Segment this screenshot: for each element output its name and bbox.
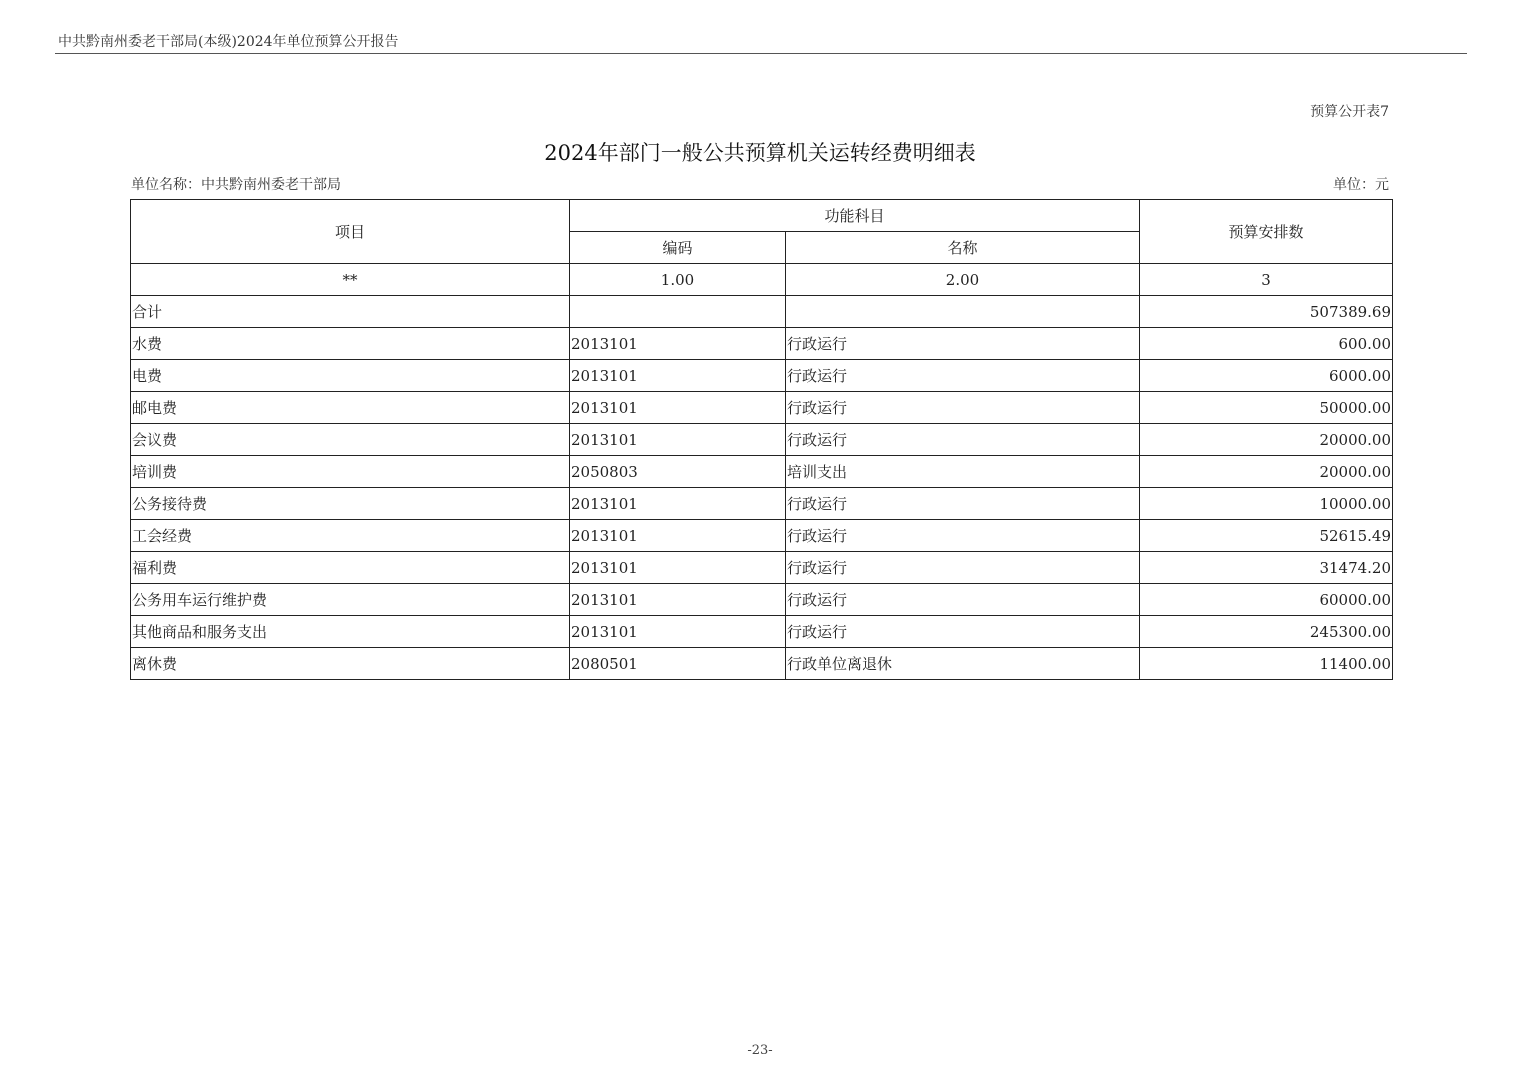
code-cell: 2013101 [570, 360, 786, 392]
table-row [131, 360, 1393, 392]
header-name: 名称 [786, 232, 1140, 264]
name-cell: 行政运行 [786, 424, 1140, 456]
header-code: 编码 [570, 232, 786, 264]
code-cell: 2013101 [570, 488, 786, 520]
item-cell: 离休费 [131, 648, 570, 680]
amount-cell: 52615.49 [1140, 520, 1393, 552]
page-number: -23- [747, 1043, 773, 1058]
currency-unit: 单位：元 [1333, 177, 1389, 193]
table-row [131, 648, 1393, 680]
amount-cell: 31474.20 [1140, 552, 1393, 584]
name-cell: 行政运行 [786, 616, 1140, 648]
header-budget: 预算安排数 [1140, 200, 1393, 264]
item-cell: 培训费 [131, 456, 570, 488]
item-cell: 合计 [131, 296, 570, 328]
code-cell: 2013101 [570, 552, 786, 584]
code-cell: 2013101 [570, 584, 786, 616]
running-header: 中共黔南州委老干部局(本级)2024年单位预算公开报告 [58, 34, 399, 50]
amount-cell: 60000.00 [1140, 584, 1393, 616]
name-cell [786, 296, 1140, 328]
item-cell: 公务接待费 [131, 488, 570, 520]
item-cell: 水费 [131, 328, 570, 360]
table-row [131, 552, 1393, 584]
amount-cell: 6000.00 [1140, 360, 1393, 392]
index-cell: 2.00 [786, 264, 1140, 296]
code-cell: 2013101 [570, 392, 786, 424]
name-cell: 行政运行 [786, 488, 1140, 520]
page-title: 2024年部门一般公共预算机关运转经费明细表 [544, 141, 976, 165]
code-cell: 2013101 [570, 328, 786, 360]
item-cell: 工会经费 [131, 520, 570, 552]
name-cell: 行政运行 [786, 584, 1140, 616]
table-row [131, 584, 1393, 616]
code-cell: 2080501 [570, 648, 786, 680]
table-row [131, 392, 1393, 424]
code-cell: 2013101 [570, 616, 786, 648]
name-cell: 行政运行 [786, 328, 1140, 360]
header-divider [55, 53, 1467, 54]
item-cell: 会议费 [131, 424, 570, 456]
table-row [131, 456, 1393, 488]
amount-cell: 20000.00 [1140, 424, 1393, 456]
amount-cell: 507389.69 [1140, 296, 1393, 328]
code-cell [570, 296, 786, 328]
amount-cell: 11400.00 [1140, 648, 1393, 680]
item-cell: 邮电费 [131, 392, 570, 424]
name-cell: 行政运行 [786, 520, 1140, 552]
header-function-subject: 功能科目 [570, 200, 1140, 232]
amount-cell: 600.00 [1140, 328, 1393, 360]
unit-name: 单位名称：中共黔南州委老干部局 [131, 177, 341, 193]
code-cell: 2013101 [570, 424, 786, 456]
index-cell: ** [131, 264, 570, 296]
name-cell: 培训支出 [786, 456, 1140, 488]
name-cell: 行政运行 [786, 360, 1140, 392]
index-row [131, 264, 1393, 296]
amount-cell: 245300.00 [1140, 616, 1393, 648]
item-cell: 公务用车运行维护费 [131, 584, 570, 616]
amount-cell: 50000.00 [1140, 392, 1393, 424]
item-cell: 福利费 [131, 552, 570, 584]
amount-cell: 20000.00 [1140, 456, 1393, 488]
item-cell: 其他商品和服务支出 [131, 616, 570, 648]
name-cell: 行政单位离退休 [786, 648, 1140, 680]
item-cell: 电费 [131, 360, 570, 392]
table-row [131, 520, 1393, 552]
index-cell: 1.00 [570, 264, 786, 296]
table-row [131, 616, 1393, 648]
table-row [131, 424, 1393, 456]
amount-cell: 10000.00 [1140, 488, 1393, 520]
name-cell: 行政运行 [786, 552, 1140, 584]
table-row [131, 488, 1393, 520]
table-code: 预算公开表7 [1310, 104, 1389, 120]
header-item: 项目 [131, 200, 570, 264]
name-cell: 行政运行 [786, 392, 1140, 424]
index-cell: 3 [1140, 264, 1393, 296]
budget-table [130, 199, 1393, 680]
code-cell: 2050803 [570, 456, 786, 488]
table-row [131, 328, 1393, 360]
code-cell: 2013101 [570, 520, 786, 552]
table-row-total [131, 296, 1393, 328]
